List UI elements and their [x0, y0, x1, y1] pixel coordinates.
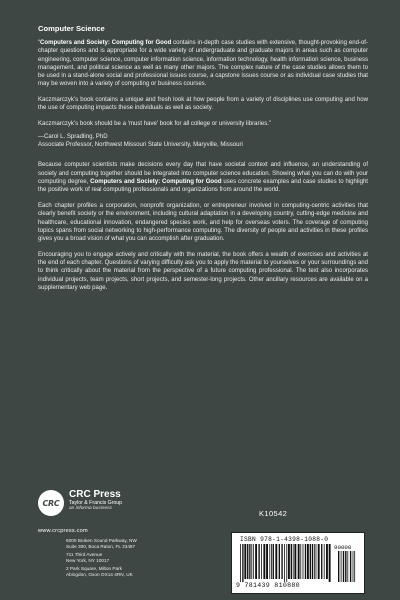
publisher-website: www.crcpress.com	[38, 528, 88, 534]
barcode-bar	[298, 544, 300, 579]
body-paragraph-1	[38, 161, 368, 194]
address-line: 2 Park Square, Milton Park	[66, 566, 123, 572]
barcode-bar	[347, 551, 348, 582]
product-code: K10542	[259, 509, 288, 518]
review-paragraph-3: Kaczmarczyk’s book should be a ‘must have’ book for all college or university libraries.”	[38, 121, 271, 128]
reviewer-position: Associate Professor, Northwest Missouri State University, Maryville, Missouri	[38, 142, 243, 149]
barcode-bar	[303, 544, 304, 579]
barcode-bar	[326, 544, 328, 579]
address-block	[66, 538, 137, 549]
book-title: Computers and Society: Computing for Good	[40, 40, 172, 46]
barcode-bar	[275, 544, 277, 579]
book-title-inline: Computers and Society: Computing for Good	[90, 179, 222, 186]
body-text-1b: uses concrete examples and case studies to highlight the positive work of real computing professionals and organizations from around the world.	[38, 179, 368, 194]
publisher-informa: an informa business	[69, 506, 112, 511]
address-line: New York, NY 10017	[66, 557, 110, 563]
barcode-bar	[350, 551, 351, 582]
barcode-bar	[288, 544, 290, 579]
barcode-bar	[293, 544, 294, 579]
barcode-bar	[269, 544, 270, 579]
barcode-bar	[294, 544, 296, 579]
quote-mark: “	[38, 40, 41, 46]
barcode-bar	[312, 544, 313, 579]
barcode-bar	[300, 544, 301, 579]
barcode-bar	[271, 544, 272, 579]
publisher-brand	[69, 489, 122, 512]
crc-logo-icon	[38, 490, 64, 516]
barcode-bar	[242, 544, 243, 582]
crc-logo-text: CRC	[42, 498, 60, 508]
address-block	[66, 566, 137, 577]
barcode-bar	[286, 544, 287, 582]
barcode-bar	[321, 544, 322, 579]
barcode-bar	[307, 544, 309, 579]
address-line: 6000 Broken Sound Parkway, NW	[66, 538, 137, 543]
publisher-name: CRC Press	[69, 489, 121, 500]
isbn-barcode	[231, 532, 365, 594]
barcode-bar	[329, 544, 331, 582]
review-attribution	[38, 133, 368, 150]
barcode-bar	[345, 551, 346, 582]
review-paragraph-2: Kaczmarczyk’s book contains a unique and fresh look at how people from a variety of disciplines use computing and how the use of computing impacts these individuals as well as society.	[38, 97, 368, 112]
body-paragraph-2: Each chapter profiles a corporation, nonprofit organization, or entrepreneur involved in computing-centric activities that clearly benefit society or the environment, including cultural adaptation in a developing country, cutting-edge medicine and healthcare, educational innovation, endangered species work, and help for overseas voters. The coverage of computing topics spans from social networking to high-performance computing. The diversity of people and activities in these profiles gives you a broad vision of what you can accomplish after graduation.	[38, 203, 368, 243]
address-line: Suite 300, Boca Raton, FL 33487	[66, 543, 136, 549]
barcode-bar	[247, 544, 248, 579]
reviewer-name: —Carol L. Spradling, PhD	[38, 133, 108, 140]
barcode-bar	[354, 551, 355, 582]
body-text-1a: Because computer scientists make decisions every day that have societal context and influence, an understanding of society and computing together should be integrated into computer science education. Showing what you can do with your computing degree,	[38, 162, 368, 186]
barcode-bar	[324, 544, 325, 579]
barcode-bar	[343, 551, 344, 582]
barcode-bar	[244, 544, 246, 579]
address-block	[66, 552, 137, 563]
barcode-bar	[291, 544, 292, 579]
barcode-bar	[279, 544, 280, 579]
body-paragraph-3: Encouraging you to engage actively and critically with the material, the book offers a wealth of exercises and activities at the end of each chapter. Questions of varying difficulty ask you to apply the material to yourselves or your surroundings and to think critically about the material from the perspective of a future computing professional. The text also incorporates individual projects, team projects, short projects, and semester-long projects. Other ancillary resources are available on a supplementary web page.	[38, 251, 368, 292]
barcode-bar	[240, 544, 241, 582]
cover-footer	[0, 486, 400, 600]
review-text-1: contains in-depth case studies with extensive, thought-provoking end-of-chapter questions and is appropriate for a wide variety of undergraduate and graduate majors in areas such as computer engineering, computer science, computer information science, information technology, health information science, business management, and political science as well as many other majors. The complex nature of the case studies allows them to be used in a stand-alone social and professional issues course, a capstone issues course or as individual case studies that may be woven into a variety of computing or business courses.	[38, 40, 369, 88]
barcode-bar	[253, 544, 254, 579]
barcode-bar	[258, 544, 259, 579]
barcode-bar	[255, 544, 257, 579]
barcode-bar	[341, 551, 342, 582]
barcode-bar	[305, 544, 306, 579]
barcode-bar	[281, 544, 282, 579]
review-paragraph-1	[38, 39, 368, 89]
barcode-bar	[261, 544, 262, 579]
barcode-bar	[310, 544, 311, 579]
barcode-digits: 9 781439 810880	[236, 582, 300, 589]
barcode-bar	[249, 544, 250, 579]
publisher-group: Taylor & Francis Group	[69, 500, 123, 506]
barcode-icon	[238, 544, 358, 582]
barcode-bar	[316, 544, 317, 579]
publisher-addresses	[66, 538, 137, 581]
isbn-label: ISBN 978-1-4398-1088-0	[240, 536, 329, 543]
cover-text	[38, 39, 368, 300]
address-line: 711 Third Avenue	[66, 552, 103, 558]
barcode-bar	[318, 544, 320, 579]
barcode-bar	[263, 544, 265, 579]
barcode-bar	[338, 551, 339, 582]
address-line: Abingdon, Oxon OX14 4RN, UK	[66, 571, 133, 577]
category-label: Computer Science	[38, 24, 105, 33]
barcode-bar	[273, 544, 274, 579]
barcode-bar	[353, 551, 354, 582]
price-code: 90000	[334, 544, 352, 551]
barcode-bar	[284, 544, 285, 582]
barcode-bar	[266, 544, 268, 579]
barcode-bar	[314, 544, 315, 579]
barcode-bar	[251, 544, 252, 579]
